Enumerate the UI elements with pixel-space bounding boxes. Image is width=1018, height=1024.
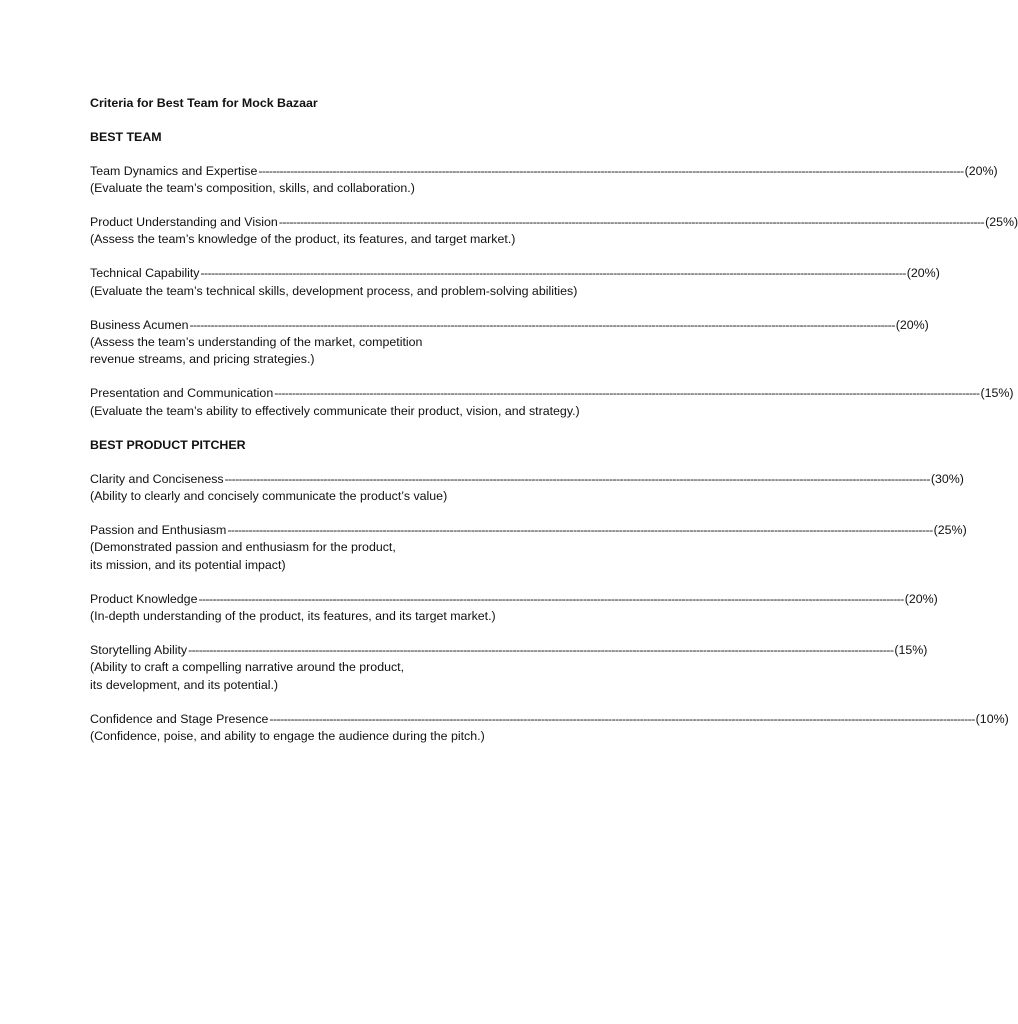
section-heading-best-team: BEST TEAM — [90, 129, 162, 144]
criterion-storytelling-ability — [90, 642, 928, 694]
criterion-presentation-communication — [90, 385, 1014, 420]
dash-leader: -------------------------------------------------------------------------------------------------------------------------------------------------------------------------------------------------------- — [278, 215, 985, 230]
criterion-passion-enthusiasm — [90, 522, 967, 574]
criterion-weight: (15%) — [894, 642, 928, 657]
criterion-name: Product Understanding and Vision — [90, 215, 278, 230]
criterion-clarity-conciseness — [90, 471, 964, 506]
criterion-weight: (25%) — [985, 215, 1018, 230]
criterion-product-knowledge — [90, 591, 938, 626]
criterion-weight: (15%) — [980, 386, 1014, 401]
criterion-team-dynamics — [90, 163, 998, 198]
document-page — [90, 95, 1018, 745]
criterion-name: Team Dynamics and Expertise — [90, 163, 258, 178]
criterion-name: Technical Capability — [90, 266, 200, 281]
dash-leader: -------------------------------------------------------------------------------------------------------------------------------------------------------------------------------------------------------- — [227, 522, 933, 537]
criterion-description: (Evaluate the team’s composition, skills, and collaboration.) — [90, 181, 415, 196]
criterion-weight: (25%) — [933, 522, 967, 537]
criterion-confidence-stage-presence — [90, 711, 1009, 746]
criterion-name: Business Acumen — [90, 317, 189, 332]
dash-leader: -------------------------------------------------------------------------------------------------------------------------------------------------------------------------------------------------------- — [258, 163, 964, 178]
dash-leader: -------------------------------------------------------------------------------------------------------------------------------------------------------------------------------------------------------- — [274, 386, 980, 401]
criterion-description: (In-depth understanding of the product, its features, and its target market.) — [90, 608, 496, 623]
criterion-weight: (20%) — [906, 266, 940, 281]
criterion-description: (Assess the team’s knowledge of the product, its features, and target market.) — [90, 232, 516, 247]
dash-leader: -------------------------------------------------------------------------------------------------------------------------------------------------------------------------------------------------------- — [224, 471, 930, 486]
dash-leader: -------------------------------------------------------------------------------------------------------------------------------------------------------------------------------------------------------- — [200, 266, 906, 281]
section-heading-best-product-pitcher: BEST PRODUCT PITCHER — [90, 437, 246, 452]
criterion-name: Storytelling Ability — [90, 642, 188, 657]
criterion-weight: (10%) — [975, 711, 1009, 726]
criterion-description: (Ability to clearly and concisely communicate the product’s value) — [90, 488, 448, 503]
document-title: Criteria for Best Team for Mock Bazaar — [90, 96, 318, 110]
criterion-name: Product Knowledge — [90, 591, 198, 606]
criterion-business-acumen — [90, 317, 929, 369]
criterion-description: (Demonstrated passion and enthusiasm for the product, its mission, and its potential impact) — [90, 540, 396, 572]
criterion-weight: (20%) — [904, 591, 938, 606]
criterion-description: (Assess the team’s understanding of the market, competition revenue streams, and pricing strategies.) — [90, 335, 423, 367]
criterion-weight: (20%) — [964, 163, 998, 178]
criterion-name: Clarity and Conciseness — [90, 471, 224, 486]
criterion-description: (Evaluate the team’s technical skills, development process, and problem-solving abilities) — [90, 283, 578, 298]
criterion-description: (Evaluate the team’s ability to effectively communicate their product, vision, and strategy.) — [90, 403, 580, 418]
dash-leader: -------------------------------------------------------------------------------------------------------------------------------------------------------------------------------------------------------- — [188, 642, 894, 657]
criterion-technical-capability — [90, 265, 940, 300]
criterion-weight: (20%) — [895, 317, 929, 332]
criterion-product-understanding — [90, 214, 1018, 249]
dash-leader: -------------------------------------------------------------------------------------------------------------------------------------------------------------------------------------------------------- — [269, 711, 975, 726]
dash-leader: -------------------------------------------------------------------------------------------------------------------------------------------------------------------------------------------------------- — [189, 317, 895, 332]
criterion-weight: (30%) — [930, 471, 964, 486]
criterion-name: Presentation and Communication — [90, 386, 274, 401]
criterion-name: Confidence and Stage Presence — [90, 711, 269, 726]
dash-leader: -------------------------------------------------------------------------------------------------------------------------------------------------------------------------------------------------------- — [198, 591, 904, 606]
criterion-name: Passion and Enthusiasm — [90, 522, 227, 537]
criterion-description: (Ability to craft a compelling narrative around the product, its development, and its potential.) — [90, 660, 405, 692]
criterion-description: (Confidence, poise, and ability to engage the audience during the pitch.) — [90, 728, 485, 743]
